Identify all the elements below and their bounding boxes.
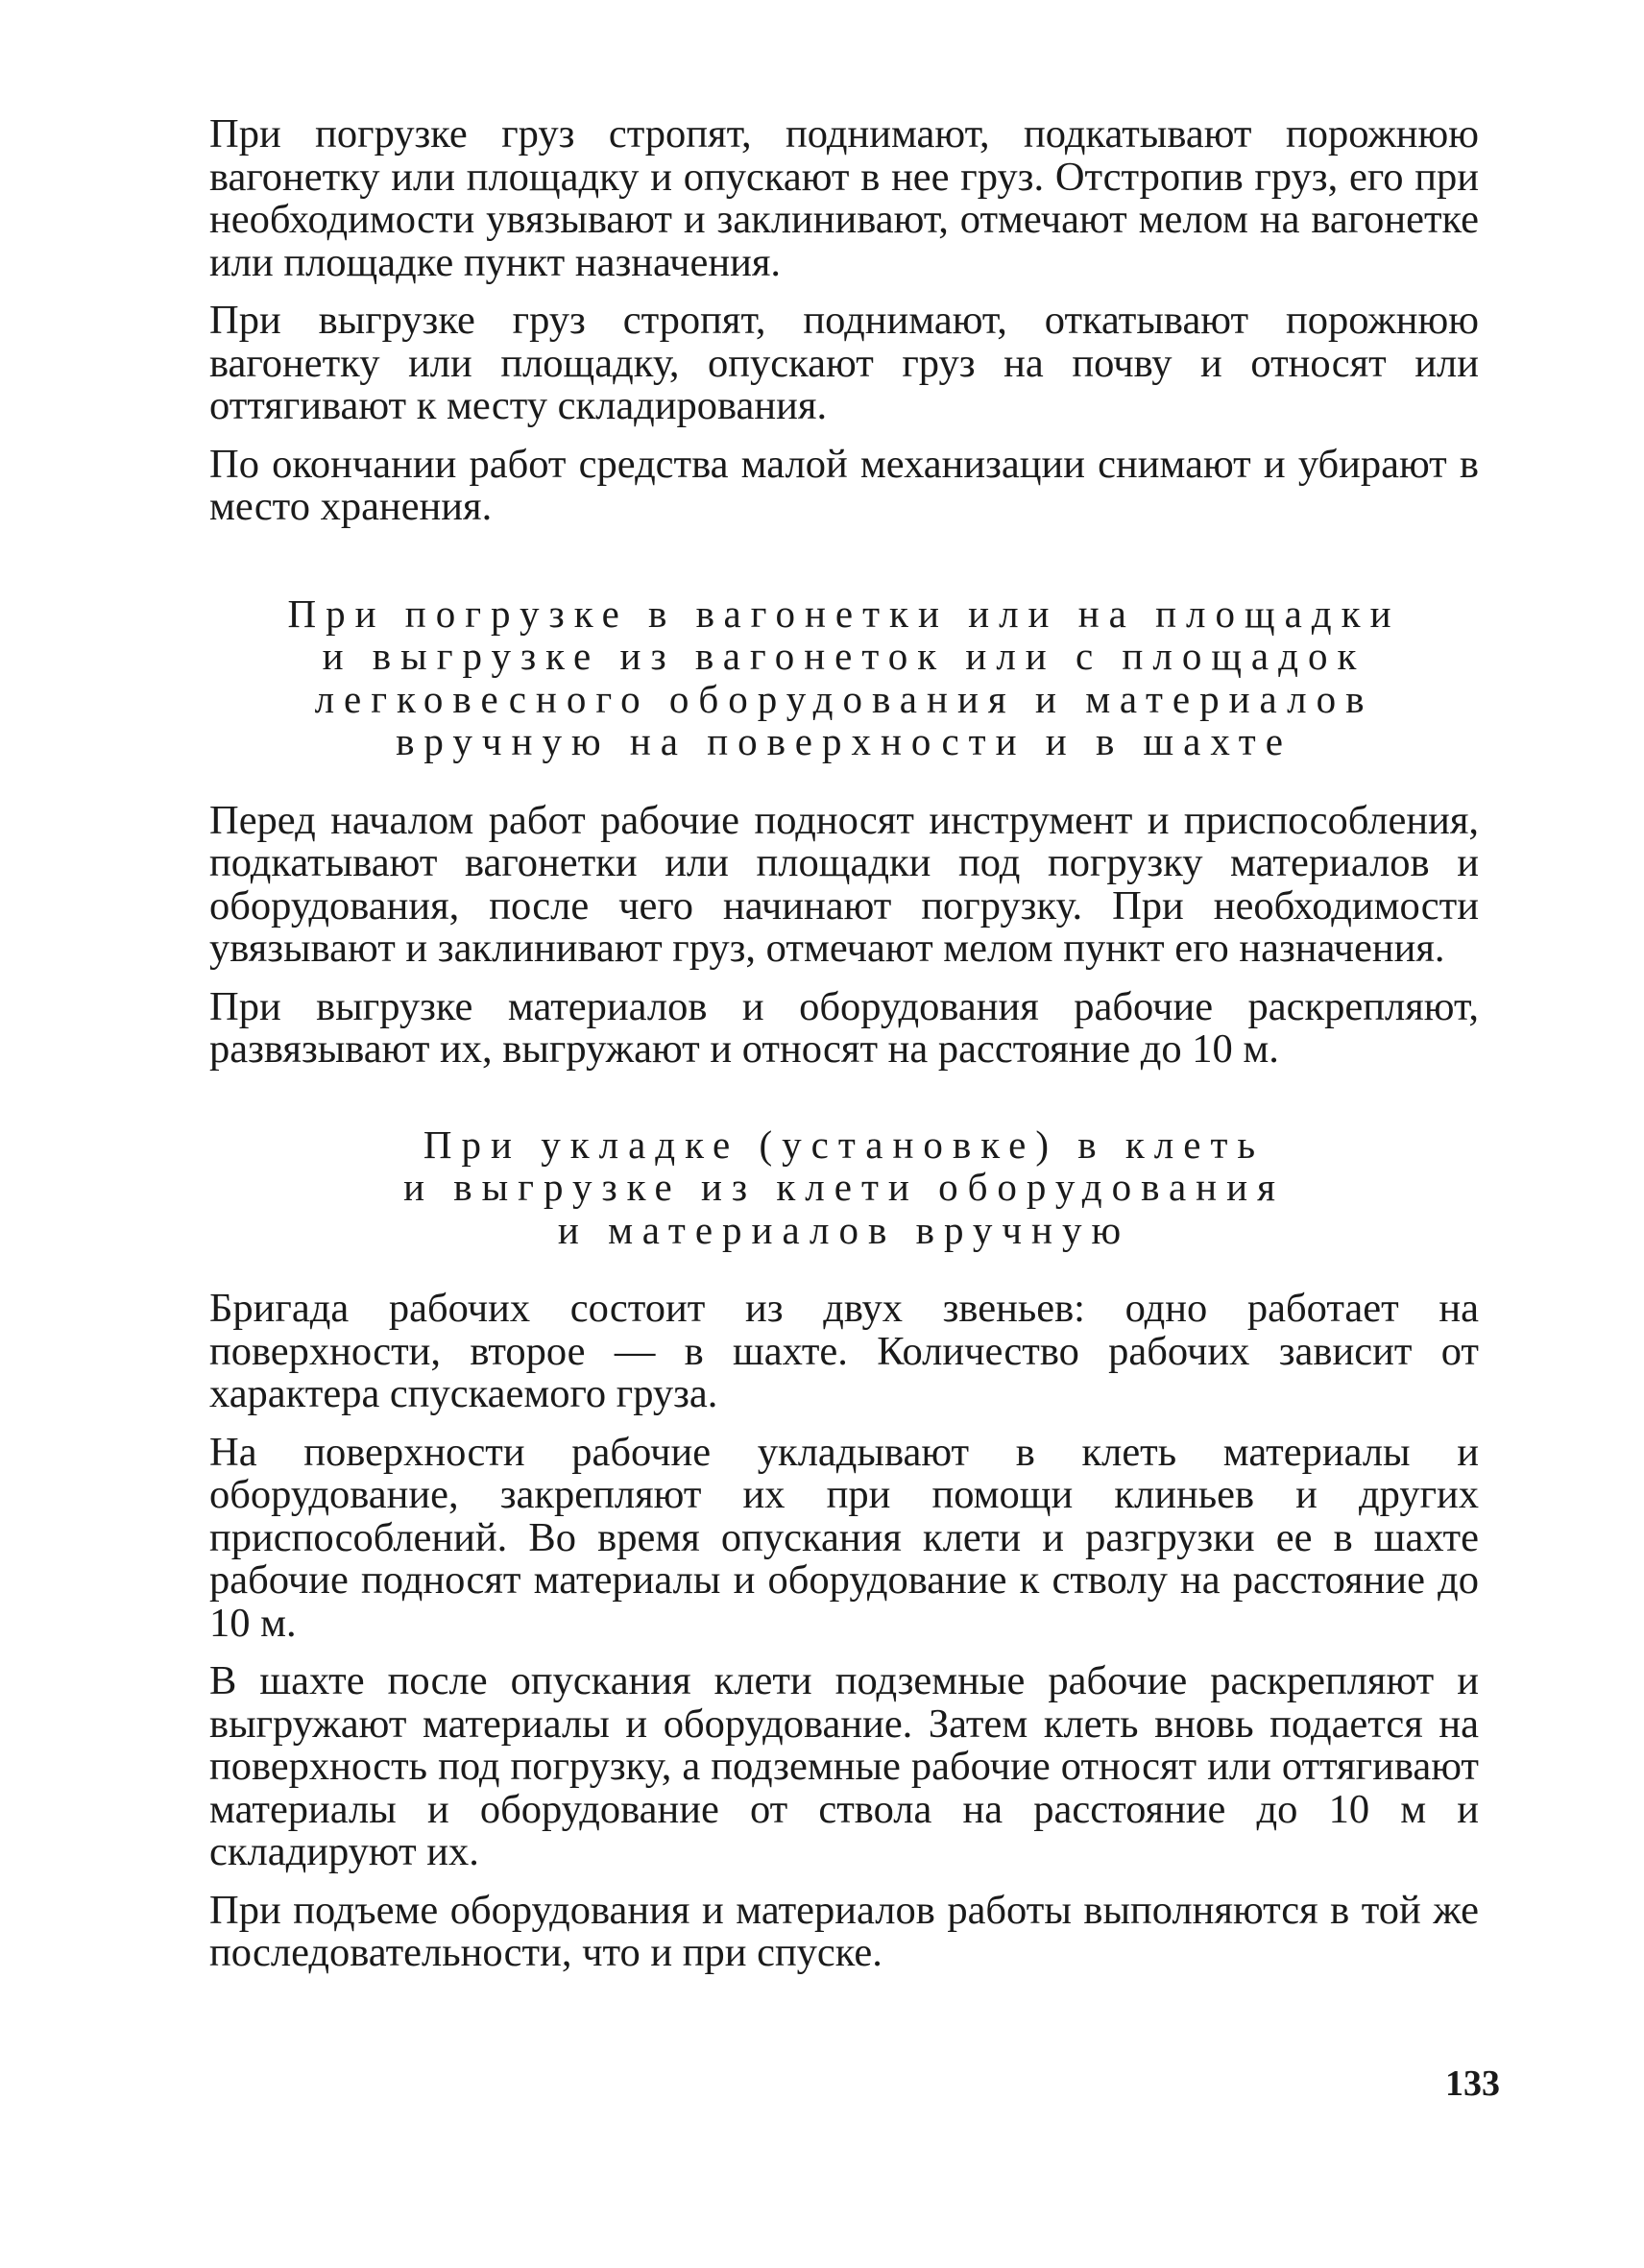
section2-heading-line: При укладке (установке) в клеть	[423, 1122, 1266, 1167]
section2-paragraph: В шахте после опускания клети подземные рабочие раскрепляют и выгружают материалы и оборудование. Затем клеть вновь подается на поверхность под погрузку, а подземные рабочие относят или оттягивают материалы и оборудование от ствола на расстояние до 10 м и складируют их.	[209, 1658, 1479, 1874]
section2-heading	[209, 1123, 1479, 1252]
section2-heading-line: и выгрузке из клети оборудования	[403, 1165, 1285, 1209]
section2-heading-line: и материалов вручную	[557, 1207, 1131, 1252]
page-body	[209, 113, 1479, 1975]
paragraph-unloading: При выгрузке груз стропят, поднимают, откатывают порожнюю вагонетку или площадку, опускают груз на почву и относят или оттягивают к месту складирования.	[209, 298, 1479, 428]
paragraph-end-of-work: По окончании работ средства малой механизации снимают и убирают в место хранения.	[209, 441, 1479, 529]
section1-paragraph: При выгрузке материалов и оборудования рабочие раскрепляют, развязывают их, выгружают и относят на расстояние до 10 м.	[209, 983, 1479, 1072]
paragraph-loading: При погрузке груз стропят, поднимают, подкатывают порожнюю вагонетку или площадку и опускают в нее груз. Отстропив груз, его при необходимости увязывают и заклинивают, отмечают мелом на вагонетке или площадке пункт назначения.	[209, 111, 1479, 285]
section1-heading	[209, 592, 1479, 763]
section1-heading-line: вручную на поверхности и в шахте	[396, 719, 1293, 763]
section1-heading-line: легковесного оборудования и материалов	[314, 676, 1374, 721]
section1-heading-line: При погрузке в вагонетки или на площадки	[287, 591, 1401, 636]
section2-paragraph: При подъеме оборудования и материалов работы выполняются в той же последовательности, что и при спуске.	[209, 1887, 1479, 1975]
section2-paragraph: Бригада рабочих состоит из двух звеньев: одно работает на поверхности, второе — в шахте. Количество рабочих зависит от характера спускаемого груза.	[209, 1286, 1479, 1416]
section1-paragraph: Перед началом работ рабочие подносят инструмент и приспособления, подкатывают вагонетки или площадки под погрузку материалов и оборудования, после чего начинают погрузку. При необходимости увязывают и заклинивают груз, отмечают мелом пункт его назначения.	[209, 797, 1479, 971]
section2-paragraph: На поверхности рабочие укладывают в клеть материалы и оборудование, закрепляют их при помощи клиньев и других приспособлений. Во время опускания клети и разгрузки ее в шахте рабочие подносят материалы и оборудование к стволу на расстояние до 10 м.	[209, 1429, 1479, 1646]
section1-heading-line: и выгрузке из вагонеток или с площадок	[322, 634, 1366, 678]
page-number: 133	[1445, 2063, 1500, 2104]
